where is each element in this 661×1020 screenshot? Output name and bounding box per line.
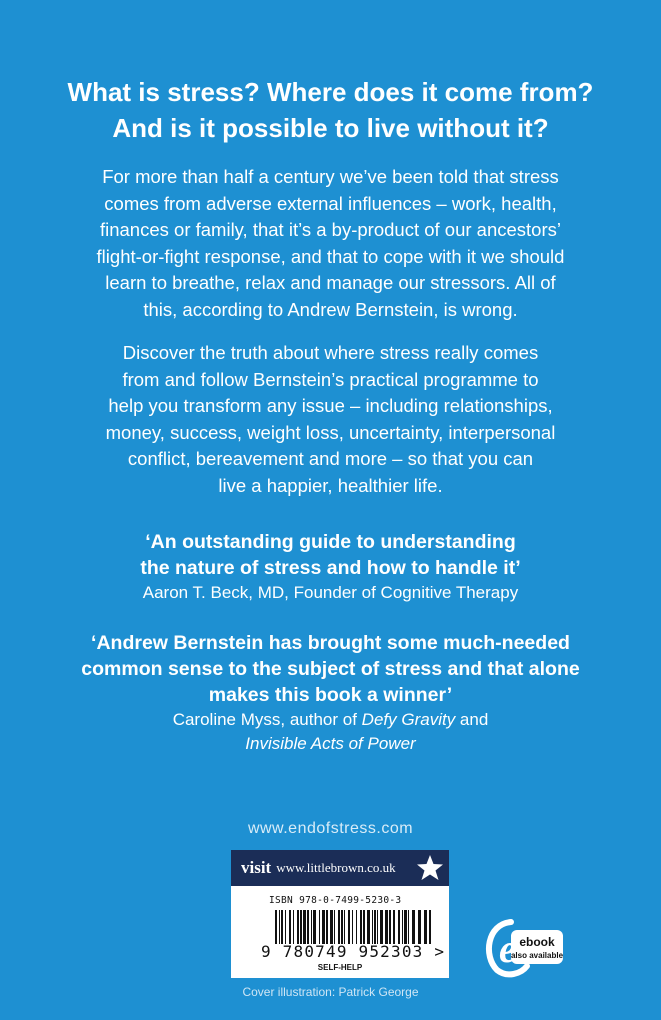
blurb-line: from and follow Bernstein’s practical programme to <box>122 368 539 390</box>
review-quote-2 <box>40 630 621 756</box>
barcode-bar <box>300 910 302 944</box>
barcode-bar <box>408 910 409 944</box>
barcode-bar <box>326 910 328 944</box>
barcode-bar <box>372 910 373 944</box>
ebook-badge-icon <box>481 916 569 978</box>
barcode-bar <box>393 910 395 944</box>
blurb-line: Discover the truth about where stress really comes <box>122 342 539 363</box>
publisher-url: www.littlebrown.co.uk <box>276 860 396 875</box>
barcode-bar <box>285 910 286 944</box>
quote-line: the nature of stress and how to handle it’ <box>140 557 521 579</box>
quote-attribution: Aaron T. Beck, MD, Founder of Cognitive Therapy <box>142 583 519 602</box>
barcode-bar <box>281 910 283 944</box>
ebook-badge <box>481 916 569 978</box>
attribution-conjunction: and <box>455 710 489 729</box>
review-quote-1 <box>40 529 621 605</box>
book-title-1: Defy Gravity <box>361 710 456 729</box>
book-title-2: Invisible Acts of Power <box>245 734 416 753</box>
barcode-bar <box>319 910 320 944</box>
ean-digits: 9 780749 952303 > <box>261 942 446 961</box>
barcode-bar <box>330 910 333 944</box>
website-url[interactable]: www.endofstress.com <box>247 820 414 837</box>
visit-label: visit <box>241 858 272 877</box>
ebook-letter: e <box>499 926 517 971</box>
blurb-line: For more than half a century we’ve been told that stress <box>102 166 559 187</box>
barcode-bar <box>404 910 407 944</box>
blurb-line: this, according to Andrew Bernstein, is wrong. <box>143 298 518 320</box>
quote-line: ‘An outstanding guide to understanding <box>145 531 516 553</box>
illustration-credit: Cover illustration: Patrick George <box>242 985 419 999</box>
barcode-bar <box>374 910 376 944</box>
barcode-bar <box>289 910 291 944</box>
barcode-bar <box>360 910 362 944</box>
quote-line: ‘Andrew Bernstein has brought some much-needed <box>91 632 570 654</box>
headline <box>40 74 621 146</box>
barcode-bar <box>352 910 353 944</box>
barcode-bar <box>385 910 388 944</box>
blurb-line: money, success, weight loss, uncertainty, interpersonal <box>105 421 556 443</box>
barcode-bar <box>402 910 403 944</box>
quote-attribution <box>40 708 621 732</box>
blurb-line: conflict, bereavement and more – so that you can <box>127 448 534 469</box>
headline-line-1: What is stress? Where does it come from? <box>67 77 594 107</box>
barcode-bar <box>424 910 427 944</box>
barcode-bar <box>279 910 280 944</box>
isbn-text: ISBN 978-0-7499-5230-3 <box>269 895 402 906</box>
quote-line: common sense to the subject of stress and that alone <box>81 658 580 680</box>
barcode-bar <box>348 910 350 944</box>
barcode-bar <box>341 910 343 944</box>
blurb-line: comes from adverse external influences – work, health, <box>104 192 557 214</box>
quote-line: makes this book a winner’ <box>208 684 453 706</box>
blurb-line: help you transform any issue – including relationships, <box>108 395 553 416</box>
barcode-bar <box>356 910 357 944</box>
barcode-bar <box>293 910 294 944</box>
barcode-bars <box>275 910 433 944</box>
barcode-bar <box>307 910 309 944</box>
barcode-bar <box>429 910 431 944</box>
blurb-paragraph-2 <box>60 340 601 499</box>
barcode-bar <box>338 910 340 944</box>
barcode-bar <box>389 910 391 944</box>
barcode-bar <box>303 910 306 944</box>
blurb-line: learn to breathe, relax and manage our stressors. All of <box>105 272 556 293</box>
barcode-bar <box>297 910 299 944</box>
genre-label: SELF-HELP <box>317 963 363 972</box>
headline-line-2: And is it possible to live without it? <box>112 113 549 143</box>
blurb-paragraph-1 <box>60 164 601 323</box>
barcode-bar <box>344 910 345 944</box>
ebook-label: ebook <box>519 935 555 949</box>
barcode-panel <box>231 886 449 978</box>
barcode-bar <box>367 910 370 944</box>
barcode-bar <box>412 910 415 944</box>
barcode-bar <box>313 910 316 944</box>
barcode-bar <box>377 910 378 944</box>
quote-attribution-line-2 <box>40 732 621 756</box>
barcode-bar <box>322 910 325 944</box>
ebook-sublabel: also available <box>510 951 564 960</box>
star-icon <box>415 853 445 883</box>
attribution-prefix: Caroline Myss, author of <box>172 710 362 729</box>
barcode-bar <box>418 910 421 944</box>
barcode-bar <box>380 910 383 944</box>
barcode-bar <box>275 910 277 944</box>
blurb-line: flight-or-fight response, and that to cope with it we should <box>96 245 565 267</box>
barcode-bar <box>311 910 312 944</box>
publisher-banner[interactable] <box>231 850 449 886</box>
barcode-bar <box>363 910 365 944</box>
blurb-line: live a happier, healthier life. <box>218 474 443 496</box>
barcode-bar <box>334 910 335 944</box>
blurb-line: finances or family, that it’s a by-product of our ancestors’ <box>99 219 561 240</box>
barcode-bar <box>398 910 400 944</box>
